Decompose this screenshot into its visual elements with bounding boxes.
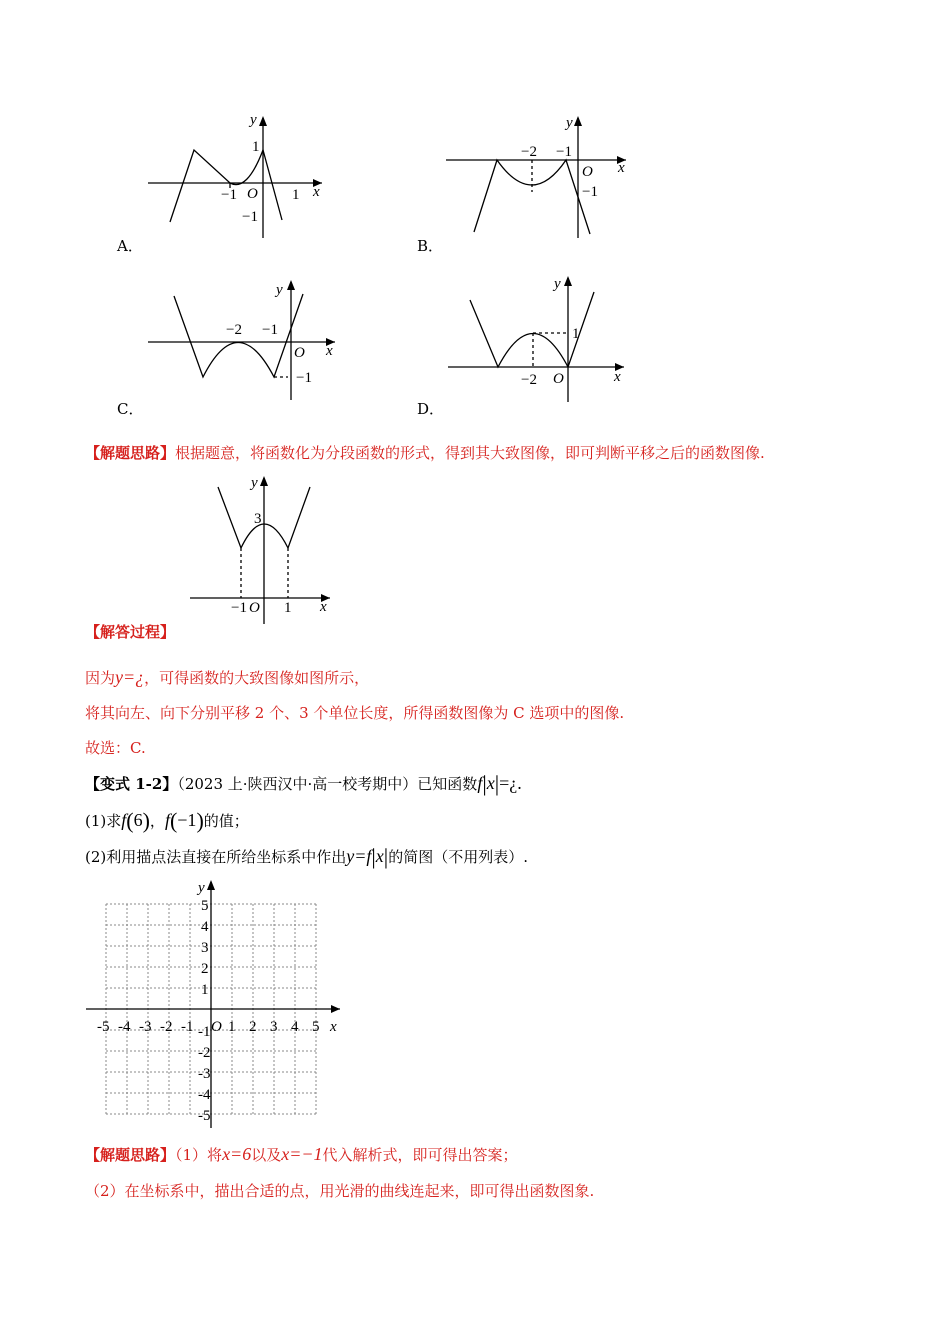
variant-question-2: (2)利用描点法直接在所给坐标系中作出y=f|x|的简图（不用列表）. xyxy=(85,844,528,869)
grid-y-tick: 5 xyxy=(201,898,209,914)
grid-x-tick: -5 xyxy=(97,1019,110,1035)
graph-c-tick-m2: −2 xyxy=(226,322,242,338)
graph-b-tick-m1x: −1 xyxy=(556,144,572,160)
grid-x-tick: 3 xyxy=(270,1019,278,1035)
variant-f: f xyxy=(477,773,483,793)
graph-a-o: O xyxy=(247,186,258,202)
grid-x-tick: 5 xyxy=(312,1019,320,1035)
graph-b-tick-m1y: −1 xyxy=(582,184,598,200)
option-b-label: B． xyxy=(417,237,444,255)
grid-y-tick: 1 xyxy=(201,982,209,998)
variant-source: （2023 上·陕西汉中·高一校考期中）已知函数 xyxy=(177,775,478,793)
solution-line-1-post: ，可得函数的大致图像如图所示， xyxy=(144,669,370,687)
idea2-post: 代入解析式，即可得出答案； xyxy=(322,1146,518,1164)
solution-idea-2-line-1 xyxy=(85,1144,518,1165)
graph-c-y: y xyxy=(276,282,283,298)
graph-d-x: x xyxy=(614,369,621,385)
grid-x-tick: -1 xyxy=(181,1019,194,1035)
graph-b-tick-m2: −2 xyxy=(521,144,537,160)
grid-x-tick: -4 xyxy=(118,1019,131,1035)
graph-a-x: x xyxy=(313,184,320,200)
q1-f2: f xyxy=(164,810,170,830)
graph-c-o: O xyxy=(294,345,305,361)
grid-x-tick: 4 xyxy=(291,1019,299,1035)
graph-c-tick-m1y: −1 xyxy=(296,370,312,386)
solution-idea-1-tag: 【解题思路】 xyxy=(85,444,176,462)
grid-y-tick: -3 xyxy=(198,1066,211,1082)
solution-line-1-pre: 因为 xyxy=(85,669,116,687)
option-a-label: A． xyxy=(117,237,143,255)
q2-y: y=f xyxy=(346,846,372,866)
variant-x: x xyxy=(486,773,495,793)
graph-e-o: O xyxy=(249,600,260,616)
solution-line-1-eq: y=¿ xyxy=(115,667,145,687)
variant-heading: 【变式 1-2】（2023 上·陕西汉中·高一校考期中）已知函数f|x|=¿. xyxy=(85,771,522,796)
graph-e-y: y xyxy=(251,475,258,491)
grid-y-tick: 2 xyxy=(201,961,209,977)
grid-y-tick: -4 xyxy=(198,1087,211,1103)
graph-e-tick-3: 3 xyxy=(254,511,262,527)
grid-x-tick: 2 xyxy=(249,1019,257,1035)
idea2-mid: 以及 xyxy=(251,1146,282,1164)
solution-idea-1-text: 根据题意，将函数化为分段函数的形式，得到其大致图像，即可判断平移之后的函数图像. xyxy=(175,444,765,462)
q1-f1: f xyxy=(121,810,127,830)
q1-arg2: −1 xyxy=(177,810,197,830)
solution-idea-2-tag: 【解题思路】 xyxy=(85,1146,176,1164)
graph-c-x: x xyxy=(326,343,333,359)
q2-x: x xyxy=(375,846,384,866)
graph-e-tick-m1: −1 xyxy=(231,600,247,616)
graph-e-tick-1: 1 xyxy=(284,600,292,616)
graph-a-tick-m1y: −1 xyxy=(242,209,258,225)
graph-a-tick-1y: 1 xyxy=(252,139,260,155)
q1-post: 的值； xyxy=(203,812,249,830)
grid-y-tick: -1 xyxy=(198,1024,211,1040)
graph-b-o: O xyxy=(582,164,593,180)
graph-b-x: x xyxy=(618,160,625,176)
graph-b-y: y xyxy=(566,115,573,131)
graph-c-tick-m1x: −1 xyxy=(262,322,278,338)
grid-x-tick: 1 xyxy=(228,1019,236,1035)
grid-y-tick: 4 xyxy=(201,919,209,935)
graph-a-tick-1x: 1 xyxy=(292,187,300,203)
graph-a-y: y xyxy=(250,112,257,128)
q1-pre: (1)求 xyxy=(85,812,122,830)
idea2-eq2: x=−1 xyxy=(281,1144,323,1164)
variant-eq-tail: =¿. xyxy=(499,773,522,793)
grid-origin-label: O xyxy=(211,1019,222,1035)
grid-x-tick: -3 xyxy=(139,1019,152,1035)
q2-post: 的简图（不用列表）. xyxy=(388,848,528,866)
graph-d-tick-1: 1 xyxy=(572,326,580,342)
option-d-label: D． xyxy=(417,400,445,418)
graph-d-tick-m2: −2 xyxy=(521,372,537,388)
solution-process-tag-text: 【解答过程】 xyxy=(85,623,176,641)
option-c-label: C． xyxy=(117,400,144,418)
q1-arg1: 6 xyxy=(133,810,143,830)
grid-x-label: x xyxy=(330,1019,337,1035)
graph-a-tick-m1x: −1 xyxy=(221,187,237,203)
q2-pre: (2)利用描点法直接在所给坐标系中作出 xyxy=(85,848,347,866)
graph-d-o: O xyxy=(553,371,564,387)
variant-tag: 【变式 1-2】 xyxy=(85,775,178,793)
graph-e-x: x xyxy=(320,599,327,615)
grid-y-tick: -2 xyxy=(198,1045,211,1061)
idea2-pre: （1）将 xyxy=(175,1146,223,1164)
solution-idea-2-line-2: （2）在坐标系中，描出合适的点，用光滑的曲线连起来，即可得出函数图象. xyxy=(85,1182,595,1200)
grid-y-tick: -5 xyxy=(198,1108,211,1124)
solution-process-line-2: 将其向左、向下分别平移 2 个、3 个单位长度，所得函数图像为 C 选项中的图像. xyxy=(85,704,625,722)
idea2-eq1: x=6 xyxy=(222,1144,252,1164)
grid-x-tick: -2 xyxy=(160,1019,173,1035)
q1-sep: ， xyxy=(149,812,165,830)
graph-d-y: y xyxy=(554,276,561,292)
grid-y-tick: 3 xyxy=(201,940,209,956)
variant-question-1: (1)求f(6)，f(−1)的值； xyxy=(85,808,249,833)
solution-process-line-3: 故选：C. xyxy=(85,739,146,757)
grid-y-label: y xyxy=(198,880,205,896)
